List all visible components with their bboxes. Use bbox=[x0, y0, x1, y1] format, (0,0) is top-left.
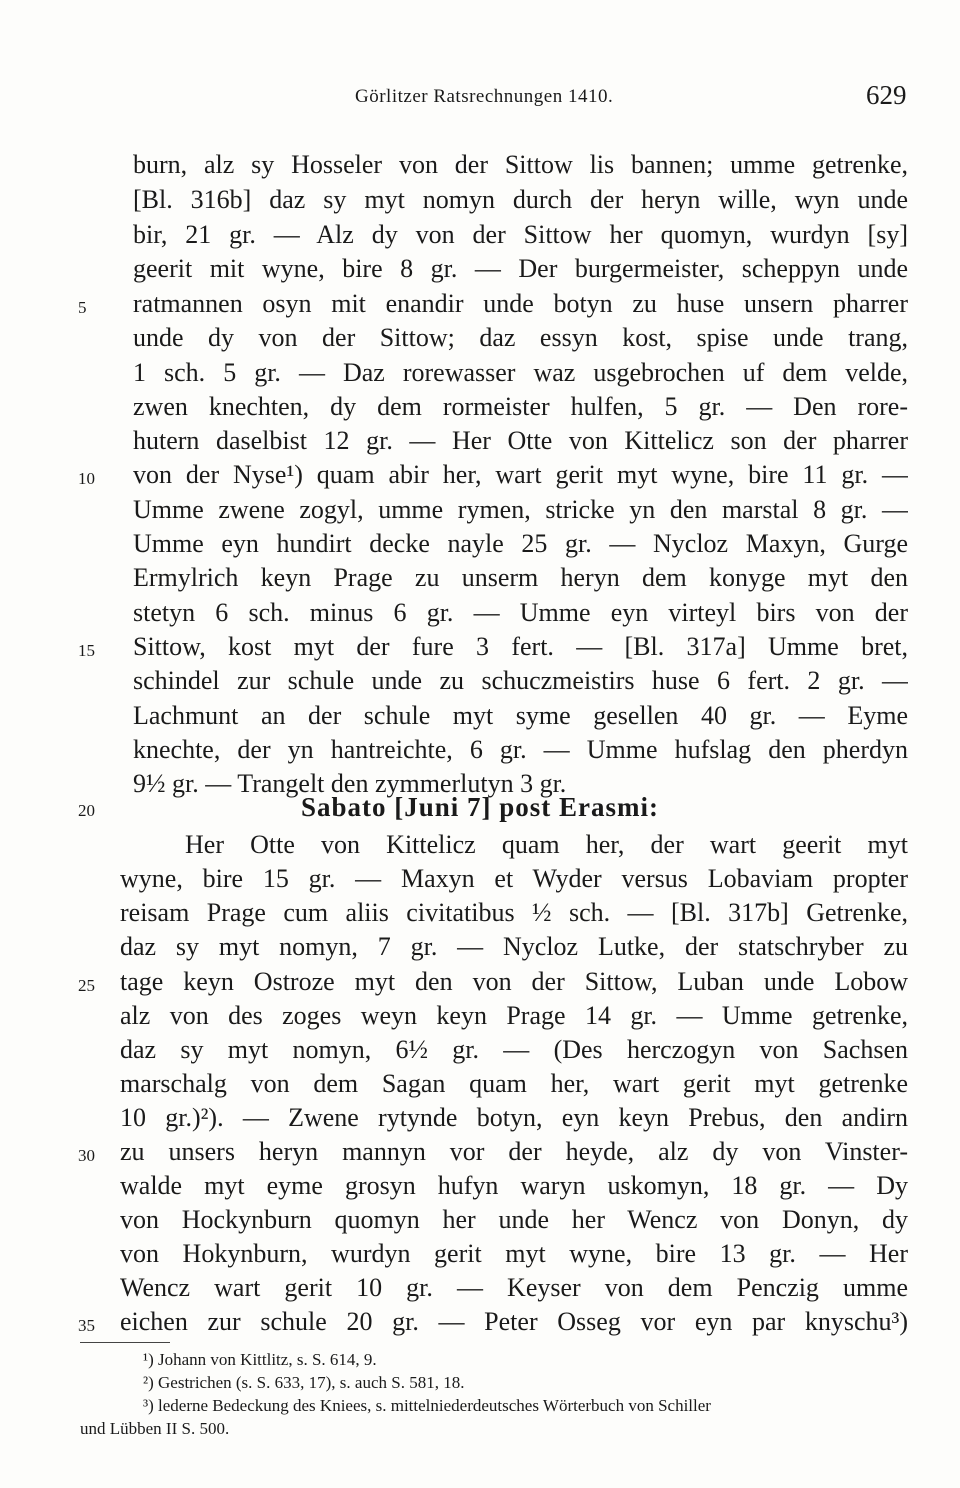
text-line: wyne, bire 15 gr. — Maxyn et Wyder versus Lobaviam propter bbox=[120, 864, 908, 893]
text-line: tage keyn Ostroze myt den von der Sittow, Luban unde Lobow bbox=[120, 967, 908, 996]
text-line: Ermylrich keyn Prage zu unserm heryn dem konyge myt den bbox=[133, 563, 908, 592]
line-number: 20 bbox=[78, 801, 95, 820]
page-number: 629 bbox=[866, 80, 907, 110]
text-line: walde myt eyme grosyn hufyn waryn uskomyn, 18 gr. — Dy bbox=[120, 1171, 908, 1200]
text-line: marschalg von dem Sagan quam her, wart gerit myt getrenke bbox=[120, 1069, 908, 1098]
text-line: von Hokynburn, wurdyn gerit myt wyne, bire 13 gr. — Her bbox=[120, 1239, 908, 1268]
text-line: bir, 21 gr. — Alz dy von der Sittow her quomyn, wurdyn [sy] bbox=[133, 220, 908, 249]
text-line: Her Otte von Kittelicz quam her, der wart geerit myt bbox=[185, 830, 908, 859]
line-number: 10 bbox=[78, 469, 95, 488]
line-number: 5 bbox=[78, 298, 87, 317]
line-number: 15 bbox=[78, 641, 95, 660]
text-line: unde dy von der Sittow; daz essyn kost, spise unde trang, bbox=[133, 323, 908, 352]
footnote-rule bbox=[80, 1342, 170, 1343]
text-line: schindel zur schule unde zu schuczmeistirs huse 6 fert. 2 gr. — bbox=[133, 666, 908, 695]
footnote: ¹) Johann von Kittlitz, s. S. 614, 9. bbox=[143, 1350, 377, 1369]
text-line: zwen knechten, dy dem rormeister hulfen, 5 gr. — Den rore- bbox=[133, 392, 908, 421]
text-line: daz sy myt nomyn, 6½ gr. — (Des herczogyn von Sachsen bbox=[120, 1035, 908, 1064]
footnote: und Lübben II S. 500. bbox=[80, 1419, 230, 1438]
text-line: 1 sch. 5 gr. — Daz rorewasser waz usgebrochen uf dem velde, bbox=[133, 358, 908, 387]
text-line: von Hockynburn quomyn her unde her Wencz von Donyn, dy bbox=[120, 1205, 908, 1234]
text-line: zu unsers heryn mannyn vor der heyde, alz dy von Vinster- bbox=[120, 1137, 908, 1166]
text-line: Umme zwene zogyl, umme rymen, stricke yn den marstal 8 gr. — bbox=[133, 495, 908, 524]
running-head bbox=[0, 80, 960, 120]
text-line: ratmannen osyn mit enandir unde botyn zu huse unsern pharrer bbox=[133, 289, 908, 318]
text-line: geerit mit wyne, bire 8 gr. — Der burgermeister, scheppyn unde bbox=[133, 254, 908, 283]
text-line: Lachmunt an der schule myt syme gesellen 40 gr. — Eyme bbox=[133, 701, 908, 730]
text-line: hutern daselbist 12 gr. — Her Otte von Kittelicz son der pharrer bbox=[133, 426, 908, 455]
text-line: [Bl. 316b] daz sy myt nomyn durch der heryn wille, wyn unde bbox=[133, 185, 908, 214]
text-line: stetyn 6 sch. minus 6 gr. — Umme eyn virteyl birs von der bbox=[133, 598, 908, 627]
line-number: 30 bbox=[78, 1146, 95, 1165]
text-line: knechte, der yn hantreichte, 6 gr. — Umme hufslag den pherdyn bbox=[133, 735, 908, 764]
text-line: von der Nyse¹) quam abir her, wart gerit myt wyne, bire 11 gr. — bbox=[133, 460, 908, 489]
text-line: eichen zur schule 20 gr. — Peter Osseg vor eyn par knyschu³) bbox=[120, 1307, 908, 1336]
footnote: ²) Gestrichen (s. S. 633, 17), s. auch S. 581, 18. bbox=[143, 1373, 465, 1392]
text-line: alz von des zoges weyn keyn Prage 14 gr. — Umme getrenke, bbox=[120, 1001, 908, 1030]
text-line: 9½ gr. — Trangelt den zymmerlutyn 3 gr. bbox=[133, 769, 567, 798]
text-line: reisam Prage cum aliis civitatibus ½ sch. — [Bl. 317b] Getrenke, bbox=[120, 898, 908, 927]
text-line: Sittow, kost myt der fure 3 fert. — [Bl. 317a] Umme bret, bbox=[133, 632, 908, 661]
running-title: Görlitzer Ratsrechnungen 1410. bbox=[355, 86, 614, 107]
text-line: Umme eyn hundirt decke nayle 25 gr. — Nycloz Maxyn, Gurge bbox=[133, 529, 908, 558]
section-heading: Sabato [Juni 7] post Erasmi: bbox=[300, 792, 660, 822]
line-number: 25 bbox=[78, 976, 95, 995]
line-number: 35 bbox=[78, 1316, 95, 1335]
text-line: burn, alz sy Hosseler von der Sittow lis bannen; umme getrenke, bbox=[133, 150, 908, 179]
text-line: 10 gr.)²). — Zwene rytynde botyn, eyn keyn Prebus, den andirn bbox=[120, 1103, 908, 1132]
footnote: ³) lederne Bedeckung des Kniees, s. mittelniederdeutsches Wörterbuch von Schiller bbox=[143, 1396, 711, 1415]
text-line: daz sy myt nomyn, 7 gr. — Nycloz Lutke, der statschryber zu bbox=[120, 932, 908, 961]
text-line: Wencz wart gerit 10 gr. — Keyser von dem Penczig umme bbox=[120, 1273, 908, 1302]
